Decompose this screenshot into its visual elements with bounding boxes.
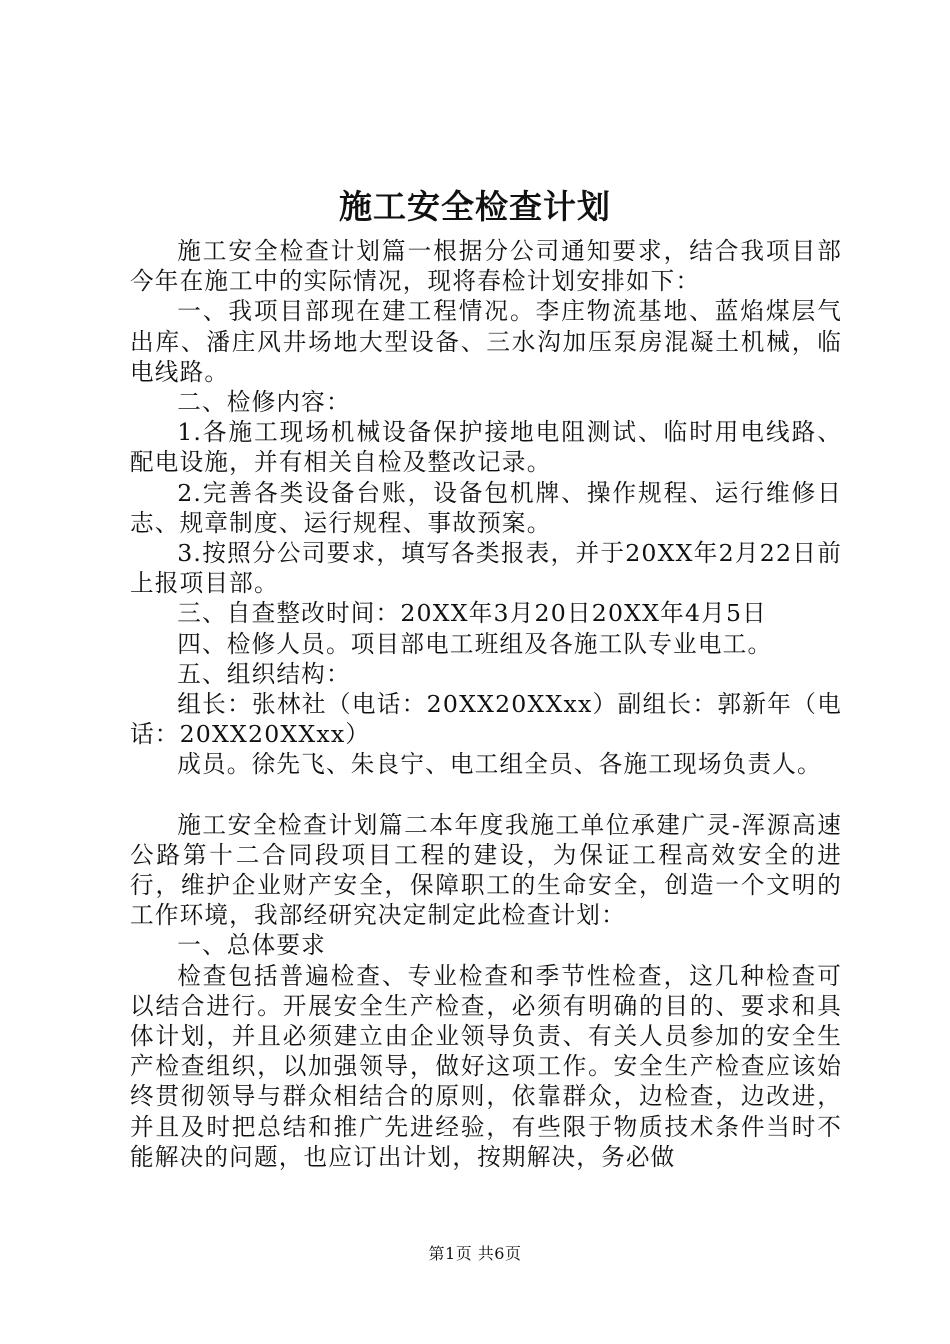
paragraph: 施工安全检查计划篇二本年度我施工单位承建广灵-浑源高速公路第十二合同段项目工程的建设，为保证工程高效安全的进行，维护企业财产安全，保障职工的生命安全，创造一个文明的工作环境，我部经研究决定制定此检查计划： <box>130 810 842 930</box>
paragraph: 检查包括普遍检查、专业检查和季节性检查，这几种检查可以结合进行。开展安全生产检查，必须有明确的目的、要求和具体计划，并且必须建立由企业领导负责、有关人员参加的安全生产检查组织，以加强领导，做好这项工作。安全生产检查应该始终贯彻领导与群众相结合的原则，依靠群众，边检查，边改进，并且及时把总结和推广先进经验，有些限于物质技术条件当时不能解决的问题，也应订出计划，按期解决，务必做 <box>130 961 842 1171</box>
paragraph: 成员。徐先飞、朱良宁、电工组全员、各施工现场负责人。 <box>177 750 822 779</box>
paragraph: 四、检修人员。项目部电工班组及各施工队专业电工。 <box>177 629 773 658</box>
document-body <box>130 236 842 1172</box>
paragraph: 三、自查整改时间：20XX年3月20日20XX年4月5日 <box>177 599 767 628</box>
paragraph: 1.各施工现场机械设备保护接地电阻测试、临时用电线路、配电设施，并有相关自检及整改记录。 <box>130 418 842 477</box>
paragraph: 五、组织结构： <box>177 659 351 688</box>
paragraph: 施工安全检查计划篇一根据分公司通知要求，结合我项目部今年在施工中的实际情况，现将春检计划安排如下： <box>130 237 842 296</box>
paragraph: 一、我项目部现在建工程情况。李庄物流基地、蓝焰煤层气出库、潘庄风井场地大型设备、三水沟加压泵房混凝土机械，临电线路。 <box>130 297 842 386</box>
paragraph: 一、总体要求 <box>177 931 326 960</box>
paragraph: 二、检修内容： <box>177 388 351 417</box>
paragraph: 3.按照分公司要求，填写各类报表，并于20XX年2月22日前上报项目部。 <box>130 539 842 598</box>
document-title: 施工安全检查计划 <box>339 187 611 226</box>
paragraph: 2.完善各类设备台账，设备包机牌、操作规程、运行维修日志、规章制度、运行规程、事故预案。 <box>130 478 842 537</box>
paragraph: 组长：张林社（电话：20XX20XXxx）副组长：郭新年（电话：20XX20XXxx） <box>130 690 842 749</box>
page-number-footer: 第1页 共6页 <box>428 1244 522 1263</box>
